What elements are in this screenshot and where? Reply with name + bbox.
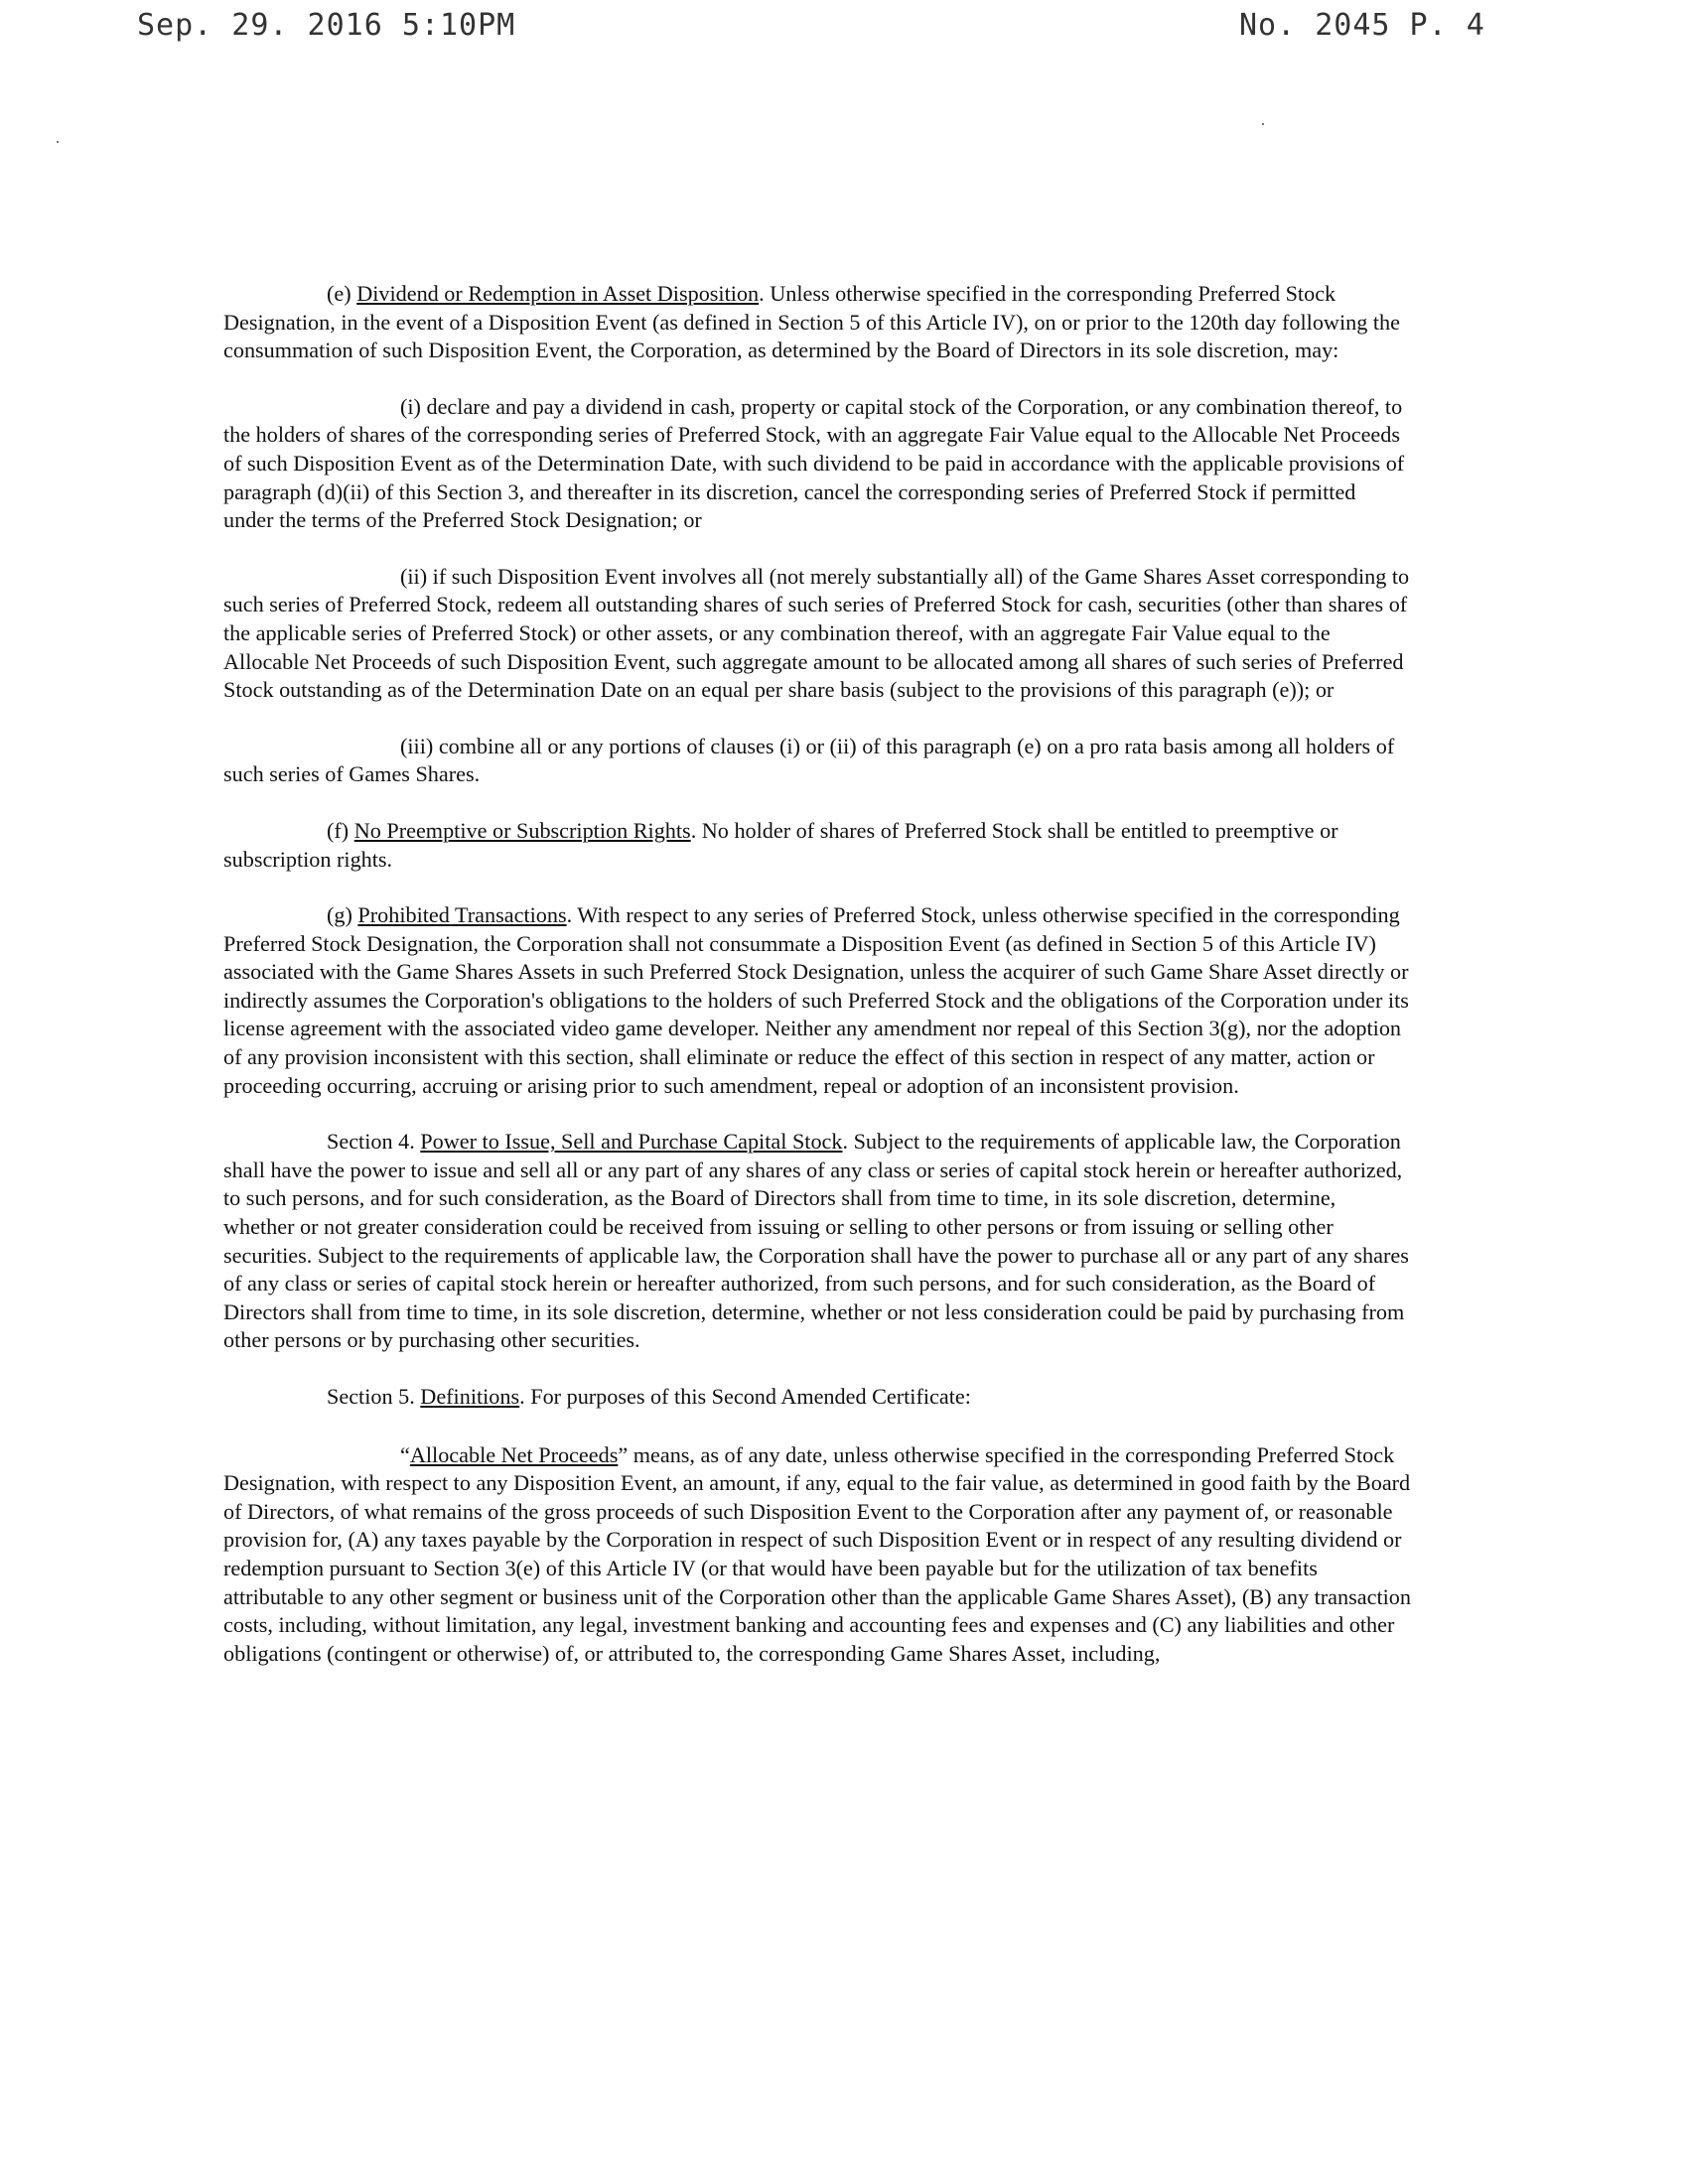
scan-speck [1262,123,1264,125]
document-body [223,280,1411,1696]
fax-datetime: Sep. 29. 2016 5:10PM [137,8,516,43]
fax-page-info: No. 2045 P. 4 [1239,8,1485,43]
clause-e-i: (i) declare and pay a dividend in cash, property or capital stock of the Corporation, or any combination thereof, to the holders of shares of the corresponding series of Preferred Stock, with an aggregate Fair Value equal to the Allocable Net Proceeds of such Disposition Event as of the Determination Date, with such dividend to be paid in accordance with the applicable provisions of paragraph (d)(ii) of this Section 3, and thereafter in its discretion, cancel the corresponding series of Preferred Stock if permitted under the terms of the Preferred Stock Designation; or [223,393,1405,533]
definition-allocable-net-proceeds: “Allocable Net Proceeds” means, as of any date, unless otherwise specified in the corresponding Preferred Stock Designation, with respect to any Disposition Event, an amount, if any, equal to the fair value, as determined in good faith by the Board of Directors, of what remains of the gross proceeds of such Disposition Event to the Corporation after any payment of, or reasonable provision for, (A) any taxes payable by the Corporation in respect of such Disposition Event or in respect of any resulting dividend or redemption pursuant to Section 3(e) of this Article IV (or that would have been payable but for the utilization of tax benefits attributable to any other segment or business unit of the Corporation other than the applicable Game Shares Asset), (B) any transaction costs, including, without limitation, any legal, investment banking and accounting fees and expenses and (C) any liabilities and other obligations (contingent or otherwise) of, or attributed to, the corresponding Game Shares Asset, including, [223,1441,1411,1666]
paragraph-e: (e) Dividend or Redemption in Asset Disposition. Unless otherwise specified in the corresponding Preferred Stock Designation, in the event of a Disposition Event (as defined in Section 5 of this Article IV), on or prior to the 120th day following the consummation of such Disposition Event, the Corporation, as determined by the Board of Directors in its sole discretion, may: [223,281,1400,363]
section-4: Section 4. Power to Issue, Sell and Purchase Capital Stock. Subject to the requirements of applicable law, the Corporation shall have the power to issue and sell all or any part of any shares of any class or series of capital stock herein or hereafter authorized, to such persons, and for such consideration, as the Board of Directors shall from time to time, in its sole discretion, determine, whether or not greater consideration could be received from issuing or selling to other persons or from issuing or selling other securities. Subject to the requirements of applicable law, the Corporation shall have the power to purchase all or any part of any shares of any class or series of capital stock herein or hereafter authorized, from such persons, and for such consideration, as the Board of Directors shall from time to time, in its sole discretion, determine, whether or not less consideration could be paid by purchasing from other persons or by purchasing other securities. [223,1129,1409,1353]
section-5: Section 5. Definitions. For purposes of this Second Amended Certificate: [327,1384,971,1409]
heading-power-to-issue: Power to Issue, Sell and Purchase Capital Stock [420,1129,843,1155]
term-allocable-net-proceeds: Allocable Net Proceeds [409,1441,619,1467]
scan-speck [57,141,59,143]
heading-dividend-or-redemption: Dividend or Redemption in Asset Disposition [356,281,760,306]
heading-definitions: Definitions [420,1384,520,1409]
heading-no-preemptive-rights: No Preemptive or Subscription Rights [353,817,691,843]
heading-prohibited-transactions: Prohibited Transactions [357,902,567,928]
paragraph-f: (f) No Preemptive or Subscription Rights. No holder of shares of Preferred Stock shall be entitled to preemptive or subscription rights. [223,817,1338,872]
clause-e-iii: (iii) combine all or any portions of clauses (i) or (ii) of this paragraph (e) on a pro rata basis among all holders of such series of Games Shares. [223,733,1395,787]
fax-header [0,0,1688,60]
clause-e-ii: (ii) if such Disposition Event involves all (not merely substantially all) of the Game Shares Asset corresponding to such series of Preferred Stock, redeem all outstanding shares of such series of Preferred Stock for cash, securities (other than shares of the applicable series of Preferred Stock) or other assets, or any combination thereof, with an aggregate Fair Value equal to the Allocable Net Proceeds of such Disposition Event, such aggregate amount to be allocated among all shares of such series of Preferred Stock outstanding as of the Determination Date on an equal per share basis (subject to the provisions of this paragraph (e)); or [223,563,1410,703]
paragraph-g: (g) Prohibited Transactions. With respect to any series of Preferred Stock, unless otherwise specified in the corresponding Preferred Stock Designation, the Corporation shall not consummate a Disposition Event (as defined in Section 5 of this Article IV) associated with the Game Shares Assets in such Preferred Stock Designation, unless the acquirer of such Game Share Asset directly or indirectly assumes the Corporation's obligations to the holders of such Preferred Stock and the obligations of the Corporation under its license agreement with the associated video game developer. Neither any amendment nor repeal of this Section 3(g), nor the adoption of any provision inconsistent with this section, shall eliminate or reduce the effect of this section in respect of any matter, action or proceeding occurring, accruing or arising prior to such amendment, repeal or adoption of an inconsistent provision. [223,902,1409,1098]
